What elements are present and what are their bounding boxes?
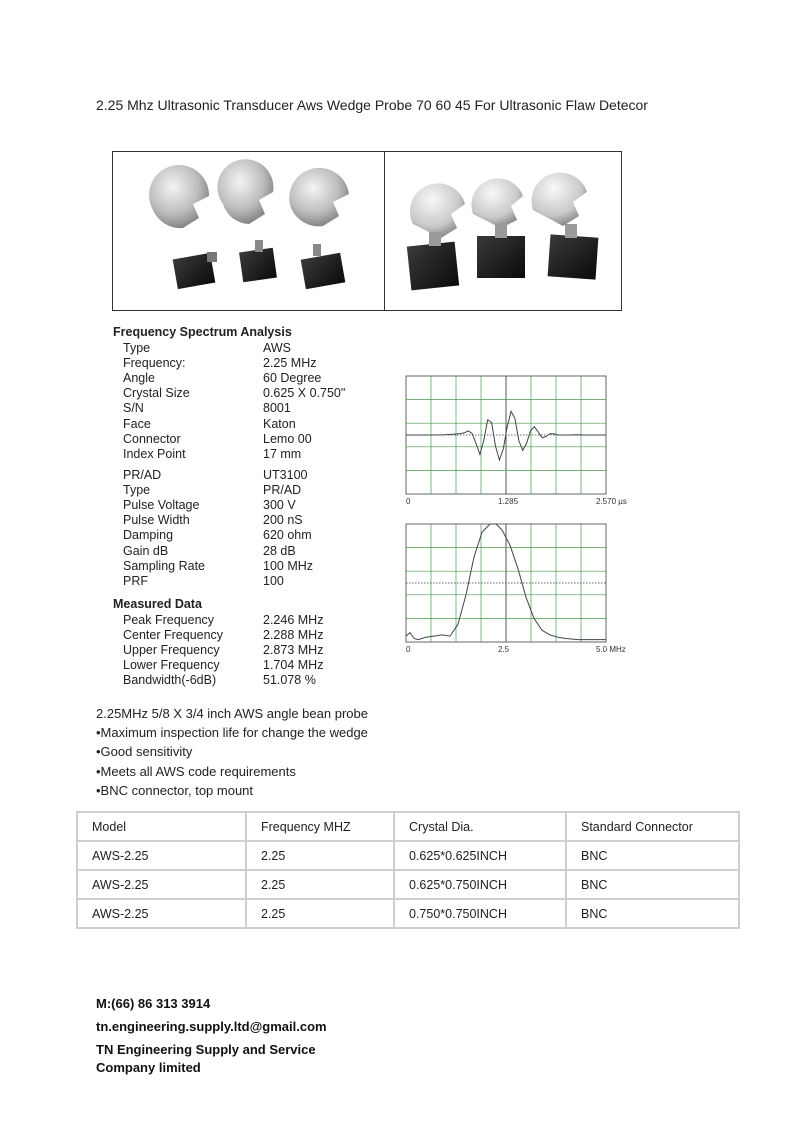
table-cell: BNC	[566, 841, 739, 870]
tick-label: 2.570 µs	[596, 497, 627, 506]
table-cell: 2.25	[246, 870, 394, 899]
wedge-1	[149, 165, 209, 228]
spec-label: Angle	[123, 371, 155, 386]
spectrum-chart	[404, 522, 634, 660]
transducer-2	[239, 240, 277, 282]
assembly-2	[471, 178, 525, 278]
table-header-row	[77, 812, 739, 841]
spec-label: Bandwidth(-6dB)	[123, 673, 217, 688]
transducer-1	[173, 252, 217, 289]
assembly-1	[407, 183, 465, 290]
spec-value: 2.246 MHz	[263, 613, 324, 627]
spec-label: Peak Frequency	[123, 613, 215, 627]
spec-label: Center Frequency	[123, 628, 224, 643]
table-cell: BNC	[566, 899, 739, 928]
spec-value: 200 nS	[263, 513, 303, 528]
tick-label: 5.0 MHz	[596, 645, 626, 654]
spec-label: PR/AD	[123, 468, 162, 482]
spec-value: 17 mm	[263, 446, 302, 461]
spec-label: Damping	[123, 528, 174, 543]
contact-email[interactable]: tn.engineering.supply.ltd@gmail.com	[96, 1019, 327, 1034]
spec-value: PR/AD	[263, 483, 302, 498]
spec-label: Crystal Size	[123, 386, 190, 401]
description-intro: 2.25MHz 5/8 X 3/4 inch AWS angle bean probe	[96, 706, 368, 721]
spec-value: 100	[263, 573, 284, 588]
spec-value: 620 ohm	[263, 528, 312, 543]
bullet-item: •Maximum inspection life for change the wedge	[96, 725, 368, 740]
table-cell: 2.25	[246, 899, 394, 928]
spec-value: Katon	[263, 416, 296, 431]
spec-label: Pulse Voltage	[123, 498, 200, 513]
spec-label: Gain dB	[123, 543, 169, 558]
spec-value: UT3100	[263, 468, 308, 482]
model-table	[76, 811, 740, 929]
spec-label: Index Point	[123, 446, 186, 461]
table-cell: 0.750*0.750INCH	[394, 899, 566, 928]
measured-heading: Measured Data	[113, 597, 202, 611]
spec-value: 0.625 X 0.750"	[263, 386, 346, 401]
table-cell: 2.25	[246, 841, 394, 870]
product-photo-panel	[112, 151, 622, 311]
table-cell: 0.625*0.750INCH	[394, 870, 566, 899]
wedge-2	[217, 159, 273, 224]
spec-value: 28 dB	[263, 543, 296, 558]
spec-label: Face	[123, 416, 151, 431]
company-name-line1: TN Engineering Supply and Service	[96, 1042, 316, 1057]
wedge-3	[289, 168, 349, 226]
spec-value: 1.704 MHz	[263, 658, 324, 673]
spectrum-heading: Frequency Spectrum Analysis	[113, 325, 292, 339]
table-header-frequency: Frequency MHZ	[246, 812, 394, 841]
company-name-line2: Company limited	[96, 1060, 201, 1075]
spec-value: 100 MHz	[263, 558, 314, 573]
spec-value: AWS	[263, 341, 292, 355]
bullet-item: •Good sensitivity	[96, 744, 193, 759]
table-cell: BNC	[566, 870, 739, 899]
spec-label: Sampling Rate	[123, 558, 205, 573]
bullet-item: •Meets all AWS code requirements	[96, 764, 296, 779]
contact-phone: M:(66) 86 313 3914	[96, 996, 211, 1011]
spec-label: S/N	[123, 401, 144, 416]
table-header-connector: Standard Connector	[566, 812, 739, 841]
spec-label: Upper Frequency	[123, 643, 220, 658]
table-cell: AWS-2.25	[77, 899, 246, 928]
spec-value: 2.288 MHz	[263, 628, 324, 643]
table-row	[77, 870, 739, 899]
bullet-item: •BNC connector, top mount	[96, 783, 254, 798]
table-row	[77, 841, 739, 870]
tick-label: 2.5	[498, 645, 510, 654]
spec-label: PRF	[123, 573, 148, 588]
spec-value: 2.873 MHz	[263, 643, 324, 658]
spec-label: Type	[123, 341, 151, 355]
page-title: 2.25 Mhz Ultrasonic Transducer Aws Wedge Probe 70 60 45 For Ultrasonic Flaw Detecor	[96, 97, 648, 113]
table-cell: AWS-2.25	[77, 841, 246, 870]
spec-value: 8001	[263, 401, 291, 416]
tick-label: 0	[406, 645, 411, 654]
spec-label: Connector	[123, 431, 181, 446]
transducer-3	[301, 244, 346, 289]
table-cell: AWS-2.25	[77, 870, 246, 899]
spec-label: Pulse Width	[123, 513, 190, 528]
table-row	[77, 899, 739, 928]
spec-value: 2.25 MHz	[263, 356, 317, 371]
spec-value: 300 V	[263, 498, 296, 513]
tick-label: 0	[406, 497, 411, 506]
assembly-3	[532, 173, 599, 280]
spec-label: Type	[123, 483, 151, 498]
spec-label: Lower Frequency	[123, 658, 220, 673]
tick-label: 1.285	[498, 497, 519, 506]
spec-label: Frequency:	[123, 356, 186, 371]
table-cell: 0.625*0.625INCH	[394, 841, 566, 870]
photo-divider	[384, 152, 385, 310]
spec-value: Lemo 00	[263, 431, 312, 446]
spec-value: 51.078 %	[263, 673, 316, 688]
spec-value: 60 Degree	[263, 371, 322, 386]
table-header-crystal: Crystal Dia.	[394, 812, 566, 841]
table-header-model: Model	[77, 812, 246, 841]
product-photo-left	[113, 152, 621, 310]
waveform-chart	[404, 374, 634, 514]
